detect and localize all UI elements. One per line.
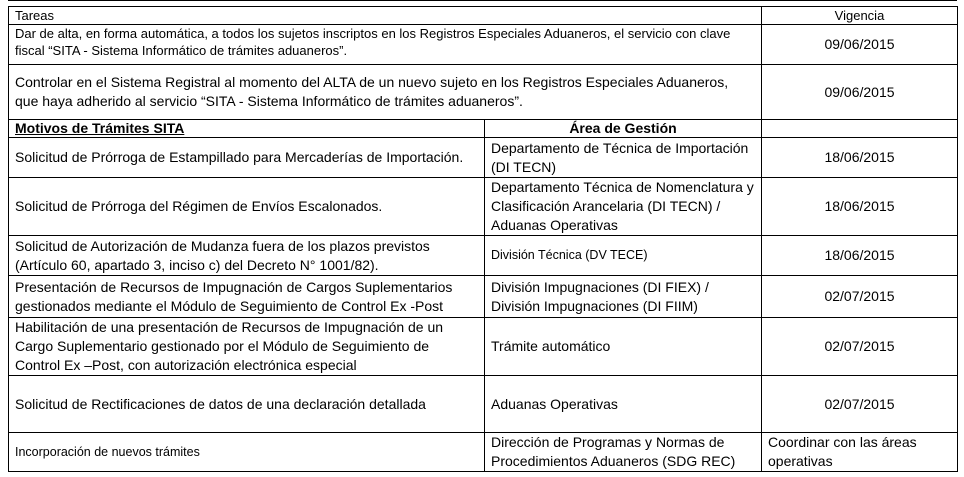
motive-area: Aduanas Operativas [485,376,762,433]
motive-row [9,376,958,433]
motive-area: Departamento de Técnica de Importación (DI TECN) [485,138,762,178]
task-row [9,25,958,65]
motive-date: 02/07/2015 [762,276,958,318]
motive-row [9,318,958,376]
task-text: Dar de alta, en forma automática, a todos los sujetos inscriptos en los Registros Especiales Aduaneros, el servicio con clave fiscal “SITA - Sistema Informático de trámites aduaneros”. [9,25,762,65]
motive-text: Presentación de Recursos de Impugnación de Cargos Suplementarios gestionados mediante el Módulo de Seguimiento de Control Ex -Post [9,276,485,318]
motive-text: Solicitud de Autorización de Mudanza fuera de los plazos previstos (Artículo 60, apartado 3, inciso c) del Decreto N° 1001/82). [9,236,485,276]
motive-date: 02/07/2015 [762,318,958,376]
motive-text: Solicitud de Prórroga del Régimen de Envíos Escalonados. [9,178,485,236]
motive-date: 18/06/2015 [762,178,958,236]
task-text: Controlar en el Sistema Registral al momento del ALTA de un nuevo sujeto en los Registros Especiales Aduaneros, que haya adherido al servicio “SITA - Sistema Informático de trámites aduaneros”. [9,65,762,120]
header-tasks: Tareas [9,7,762,25]
motive-text: Habilitación de una presentación de Recursos de Impugnación de un Cargo Suplementario gestionado por el Módulo de Seguimiento de Control Ex –Post, con autorización electrónica especial [9,318,485,376]
motive-area: Trámite automático [485,318,762,376]
motive-row [9,138,958,178]
motive-area: Departamento Técnica de Nomenclatura y Clasificación Arancelaria (DI TECN) / Aduanas Operativas [485,178,762,236]
motive-date: 02/07/2015 [762,376,958,433]
top-rule [8,0,957,4]
task-date: 09/06/2015 [762,25,958,65]
motive-text: Incorporación de nuevos trámites [9,433,485,472]
subheader-row [9,120,958,138]
header-validity: Vigencia [762,7,958,25]
motive-area: División Técnica (DV TECE) [485,236,762,276]
header-row [9,7,958,25]
motive-row [9,433,958,472]
motive-row [9,178,958,236]
sita-tasks-table [8,6,958,472]
motive-text: Solicitud de Prórroga de Estampillado para Mercaderías de Importación. [9,138,485,178]
motive-area: División Impugnaciones (DI FIEX) / División Impugnaciones (DI FIIM) [485,276,762,318]
motive-area: Dirección de Programas y Normas de Procedimientos Aduaneros (SDG REC) [485,433,762,472]
subheader-motives: Motivos de Trámites SITA [9,120,485,138]
task-date: 09/06/2015 [762,65,958,120]
motive-row [9,236,958,276]
motive-text: Solicitud de Rectificaciones de datos de una declaración detallada [9,376,485,433]
motive-date: Coordinar con las áreas operativas [762,433,958,472]
subheader-area: Área de Gestión [485,120,762,138]
subheader-empty [762,120,958,138]
motive-date: 18/06/2015 [762,236,958,276]
motive-row [9,276,958,318]
motive-date: 18/06/2015 [762,138,958,178]
task-row [9,65,958,120]
